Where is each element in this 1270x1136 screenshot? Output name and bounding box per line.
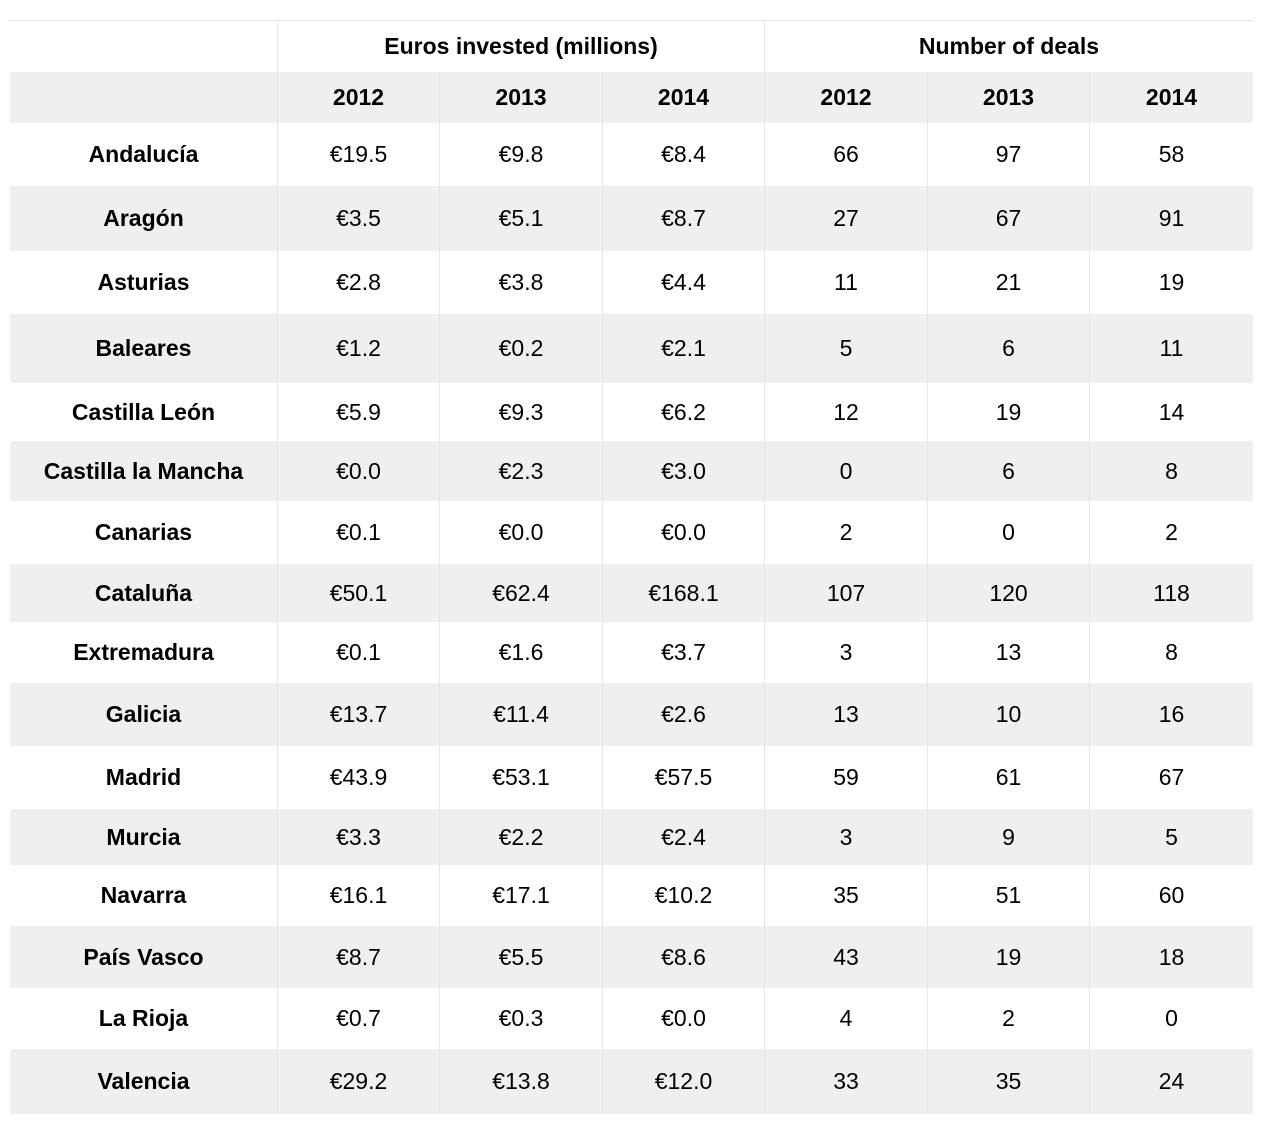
value-cell: €3.8 bbox=[440, 251, 603, 314]
year-header: 2013 bbox=[928, 72, 1090, 123]
value-cell: 11 bbox=[1090, 314, 1253, 383]
year-header: 2014 bbox=[1090, 72, 1253, 123]
value-cell: 19 bbox=[928, 926, 1090, 988]
value-cell: €168.1 bbox=[603, 564, 765, 622]
value-cell: 3 bbox=[765, 809, 928, 865]
year-header-blank bbox=[10, 72, 278, 123]
region-label: Castilla León bbox=[10, 383, 278, 441]
value-cell: €17.1 bbox=[440, 865, 603, 926]
value-cell: 13 bbox=[765, 683, 928, 746]
value-cell: €4.4 bbox=[603, 251, 765, 314]
value-cell: €8.4 bbox=[603, 123, 765, 186]
year-header: 2014 bbox=[603, 72, 765, 123]
value-cell: 0 bbox=[765, 441, 928, 501]
region-label: Castilla la Mancha bbox=[10, 441, 278, 501]
value-cell: €2.3 bbox=[440, 441, 603, 501]
value-cell: 59 bbox=[765, 746, 928, 809]
value-cell: 2 bbox=[928, 988, 1090, 1049]
value-cell: 11 bbox=[765, 251, 928, 314]
region-label: Galicia bbox=[10, 683, 278, 746]
value-cell: €3.7 bbox=[603, 622, 765, 683]
value-cell: 0 bbox=[928, 501, 1090, 564]
value-cell: €0.0 bbox=[440, 501, 603, 564]
value-cell: 6 bbox=[928, 314, 1090, 383]
value-cell: €10.2 bbox=[603, 865, 765, 926]
value-cell: €2.4 bbox=[603, 809, 765, 865]
investment-table bbox=[10, 20, 1253, 1114]
value-cell: 14 bbox=[1090, 383, 1253, 441]
region-label: Canarias bbox=[10, 501, 278, 564]
region-label: La Rioja bbox=[10, 988, 278, 1049]
value-cell: €2.6 bbox=[603, 683, 765, 746]
value-cell: 0 bbox=[1090, 988, 1253, 1049]
region-label: Murcia bbox=[10, 809, 278, 865]
value-cell: €13.7 bbox=[278, 683, 440, 746]
value-cell: €0.0 bbox=[603, 988, 765, 1049]
value-cell: 60 bbox=[1090, 865, 1253, 926]
value-cell: €6.2 bbox=[603, 383, 765, 441]
value-cell: 16 bbox=[1090, 683, 1253, 746]
value-cell: 2 bbox=[765, 501, 928, 564]
value-cell: 8 bbox=[1090, 441, 1253, 501]
value-cell: 3 bbox=[765, 622, 928, 683]
value-cell: €3.0 bbox=[603, 441, 765, 501]
value-cell: 19 bbox=[1090, 251, 1253, 314]
value-cell: 6 bbox=[928, 441, 1090, 501]
value-cell: 4 bbox=[765, 988, 928, 1049]
value-cell: €0.7 bbox=[278, 988, 440, 1049]
value-cell: 58 bbox=[1090, 123, 1253, 186]
region-label: Asturias bbox=[10, 251, 278, 314]
value-cell: 5 bbox=[765, 314, 928, 383]
euros-invested-header: Euros invested (millions) bbox=[278, 21, 765, 72]
value-cell: €0.0 bbox=[278, 441, 440, 501]
value-cell: 18 bbox=[1090, 926, 1253, 988]
value-cell: €57.5 bbox=[603, 746, 765, 809]
region-label: Navarra bbox=[10, 865, 278, 926]
value-cell: €2.1 bbox=[603, 314, 765, 383]
value-cell: €9.8 bbox=[440, 123, 603, 186]
value-cell: €0.1 bbox=[278, 501, 440, 564]
value-cell: €3.5 bbox=[278, 186, 440, 251]
value-cell: 19 bbox=[928, 383, 1090, 441]
value-cell: €50.1 bbox=[278, 564, 440, 622]
value-cell: €5.5 bbox=[440, 926, 603, 988]
value-cell: €8.6 bbox=[603, 926, 765, 988]
value-cell: 67 bbox=[1090, 746, 1253, 809]
value-cell: €3.3 bbox=[278, 809, 440, 865]
value-cell: 97 bbox=[928, 123, 1090, 186]
region-label: Andalucía bbox=[10, 123, 278, 186]
value-cell: 35 bbox=[765, 865, 928, 926]
value-cell: €8.7 bbox=[278, 926, 440, 988]
value-cell: 61 bbox=[928, 746, 1090, 809]
year-header: 2013 bbox=[440, 72, 603, 123]
value-cell: 21 bbox=[928, 251, 1090, 314]
value-cell: €1.2 bbox=[278, 314, 440, 383]
value-cell: 118 bbox=[1090, 564, 1253, 622]
value-cell: €0.3 bbox=[440, 988, 603, 1049]
value-cell: 66 bbox=[765, 123, 928, 186]
value-cell: 27 bbox=[765, 186, 928, 251]
value-cell: 10 bbox=[928, 683, 1090, 746]
value-cell: 67 bbox=[928, 186, 1090, 251]
value-cell: 8 bbox=[1090, 622, 1253, 683]
value-cell: 51 bbox=[928, 865, 1090, 926]
region-label: Madrid bbox=[10, 746, 278, 809]
value-cell: €5.9 bbox=[278, 383, 440, 441]
value-cell: €43.9 bbox=[278, 746, 440, 809]
value-cell: 13 bbox=[928, 622, 1090, 683]
value-cell: €0.2 bbox=[440, 314, 603, 383]
value-cell: 12 bbox=[765, 383, 928, 441]
value-cell: €0.1 bbox=[278, 622, 440, 683]
value-cell: €13.8 bbox=[440, 1049, 603, 1114]
value-cell: €53.1 bbox=[440, 746, 603, 809]
value-cell: 107 bbox=[765, 564, 928, 622]
year-header: 2012 bbox=[278, 72, 440, 123]
value-cell: €2.8 bbox=[278, 251, 440, 314]
region-label: País Vasco bbox=[10, 926, 278, 988]
value-cell: €11.4 bbox=[440, 683, 603, 746]
value-cell: €62.4 bbox=[440, 564, 603, 622]
region-label: Valencia bbox=[10, 1049, 278, 1114]
value-cell: 43 bbox=[765, 926, 928, 988]
value-cell: 5 bbox=[1090, 809, 1253, 865]
corner-cell bbox=[10, 21, 278, 72]
value-cell: €16.1 bbox=[278, 865, 440, 926]
value-cell: 91 bbox=[1090, 186, 1253, 251]
value-cell: 120 bbox=[928, 564, 1090, 622]
region-label: Extremadura bbox=[10, 622, 278, 683]
value-cell: €9.3 bbox=[440, 383, 603, 441]
value-cell: 2 bbox=[1090, 501, 1253, 564]
value-cell: €19.5 bbox=[278, 123, 440, 186]
year-header: 2012 bbox=[765, 72, 928, 123]
value-cell: €8.7 bbox=[603, 186, 765, 251]
number-of-deals-header: Number of deals bbox=[765, 21, 1253, 72]
value-cell: 9 bbox=[928, 809, 1090, 865]
region-label: Baleares bbox=[10, 314, 278, 383]
value-cell: 35 bbox=[928, 1049, 1090, 1114]
region-label: Cataluña bbox=[10, 564, 278, 622]
value-cell: 33 bbox=[765, 1049, 928, 1114]
value-cell: €5.1 bbox=[440, 186, 603, 251]
region-label: Aragón bbox=[10, 186, 278, 251]
value-cell: €2.2 bbox=[440, 809, 603, 865]
value-cell: €1.6 bbox=[440, 622, 603, 683]
value-cell: 24 bbox=[1090, 1049, 1253, 1114]
value-cell: €0.0 bbox=[603, 501, 765, 564]
value-cell: €12.0 bbox=[603, 1049, 765, 1114]
value-cell: €29.2 bbox=[278, 1049, 440, 1114]
